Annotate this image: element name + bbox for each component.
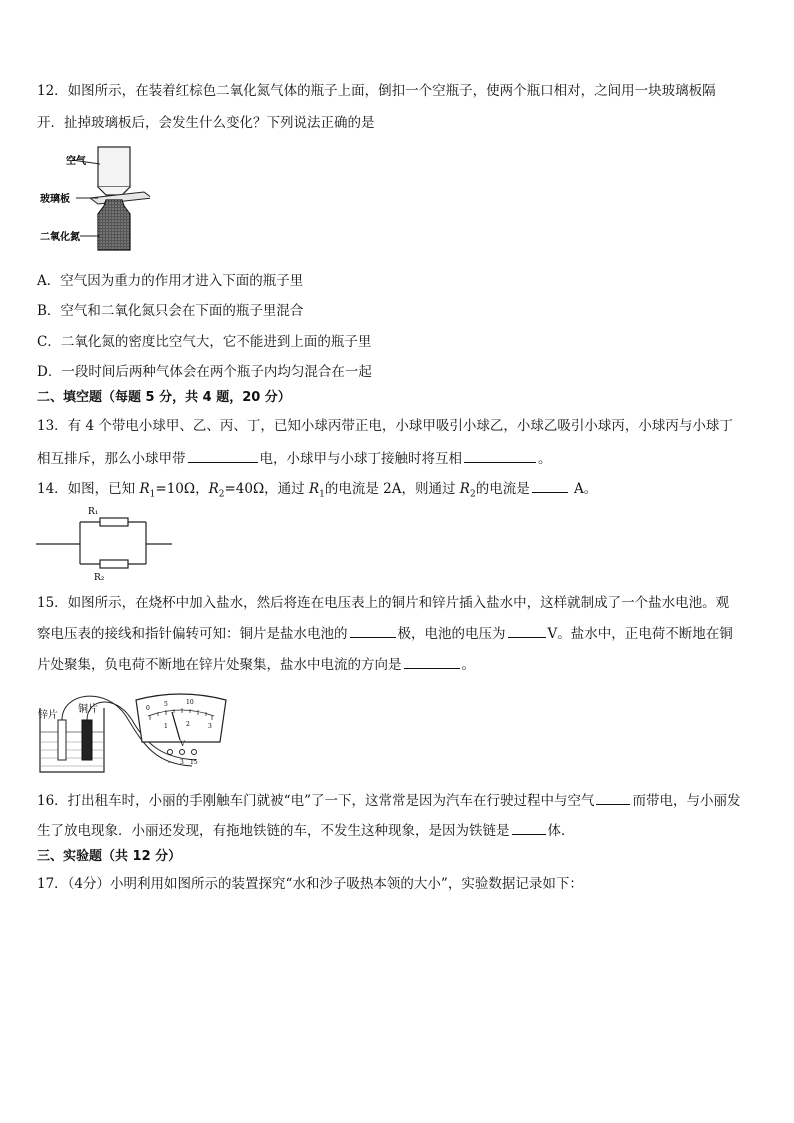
scale-0: 0	[146, 705, 150, 712]
terminal-neg	[168, 750, 173, 755]
q15-blank-3[interactable]	[404, 655, 460, 669]
q13-text-c: 。	[538, 451, 552, 467]
q12-line1: 12．如图所示，在装着红棕色二氧化氮气体的瓶子上面，倒扣一个空瓶子，使两个瓶口相对，之间用一块玻璃板隔	[37, 83, 716, 99]
resistor-r1	[100, 518, 128, 526]
q13-blank-2[interactable]	[464, 449, 536, 463]
scale-3: 3	[208, 723, 212, 730]
q15-blank-1[interactable]	[350, 624, 396, 638]
terminal-15	[192, 750, 197, 755]
q16-blank-2[interactable]	[512, 821, 546, 835]
q12-option-d: D．一段时间后两种气体会在两个瓶子内均匀混合在一起	[37, 364, 372, 380]
q14-r1-ref: R	[308, 481, 320, 497]
scale-1: 1	[164, 723, 168, 730]
salt-battery-figure	[36, 686, 236, 778]
q14-text-b: =10Ω，	[155, 481, 209, 497]
label-t2: 3	[180, 759, 184, 766]
label-v: V	[180, 740, 186, 748]
parallel-circuit-figure	[36, 504, 176, 584]
label-t1: -	[168, 759, 171, 766]
label-glass: 玻璃板	[40, 194, 70, 205]
q15-line3	[37, 655, 475, 674]
q16-text-c: 生了放电现象．小丽还发现，有拖地铁链的车，不发生这种现象，是因为铁链是	[37, 823, 510, 839]
q12-option-b: B．空气和二氧化氮只会在下面的瓶子里混合	[37, 303, 304, 319]
label-t3: 15	[190, 759, 198, 766]
top-bottle	[98, 147, 130, 187]
zinc-plate	[58, 720, 66, 760]
q14-text-c: =40Ω，通过	[224, 481, 309, 497]
q14-r1: R	[139, 481, 150, 497]
q16-text-a: 16．打出租车时，小丽的手刚触车门就被“电”了一下，这常常是因为汽车在行驶过程中与空气	[37, 793, 595, 809]
q16-line1	[37, 791, 740, 810]
q13-line1: 13．有 4 个带电小球甲、乙、丙、丁，已知小球丙带正电，小球甲吸引小球乙，小球乙吸引小球丙，小球丙与小球丁	[37, 418, 733, 434]
q14-r1-sub: 1	[149, 489, 156, 500]
voltmeter	[136, 694, 226, 742]
q15-text-e: 。	[461, 657, 475, 673]
label-r1: R₁	[88, 507, 99, 517]
q14-text-a: 14．如图，已知	[37, 481, 140, 497]
section-2-heading: 二、填空题（每题 5 分，共 4 题，20 分）	[37, 390, 291, 405]
q15-line2	[37, 624, 733, 643]
q14-r1-ref-sub: 1	[319, 489, 325, 500]
q16-text-d: 体．	[547, 823, 575, 839]
q12-option-a: A．空气因为重力的作用才进入下面的瓶子里	[37, 273, 304, 289]
label-copper: 铜片	[78, 704, 98, 715]
label-no2: 二氧化氮	[40, 232, 80, 243]
scale-2: 2	[186, 721, 190, 728]
q15-text-c: V。盐水中，正电荷不断地在铜	[547, 626, 733, 642]
label-zinc: 锌片	[38, 710, 58, 721]
q16-text-b: 而带电，与小丽发	[632, 793, 741, 809]
scale-5: 5	[164, 701, 168, 708]
q12-option-c: C．二氧化氮的密度比空气大，它不能进到上面的瓶子里	[37, 334, 372, 350]
q15-blank-2[interactable]	[508, 624, 546, 638]
scale-10: 10	[186, 699, 194, 706]
q14-r2-ref: R	[459, 481, 470, 497]
q14-text-e: 的电流是	[475, 481, 530, 497]
q15-line1: 15．如图所示，在烧杯中加入盐水，然后将连在电压表上的铜片和锌片插入盐水中，这样就制成了一个盐水电池。观	[37, 595, 730, 611]
q17-line: 17．（4分）小明利用如图所示的装置探究“水和沙子吸热本领的大小”，实验数据记录如下：	[37, 876, 583, 892]
q15-text-b: 极，电池的电压为	[397, 626, 506, 642]
q14-text-d: 的电流是 2A，则通过	[324, 481, 460, 497]
q14-r2: R	[208, 481, 219, 497]
bottles-figure	[40, 142, 150, 254]
section-3-heading: 三、实验题（共 12 分）	[37, 849, 182, 864]
q16-blank-1[interactable]	[596, 791, 630, 805]
label-r2: R₂	[94, 573, 105, 583]
q12-line2: 开．扯掉玻璃板后，会发生什么变化？下列说法正确的是	[37, 115, 375, 131]
q14-blank[interactable]	[532, 479, 568, 493]
q14-text-f: A。	[569, 481, 598, 497]
copper-plate	[82, 720, 92, 760]
q13-text-a: 相互排斥，那么小球甲带	[37, 451, 186, 467]
q15-text-d: 片处聚集，负电荷不断地在锌片处聚集，盐水中电流的方向是	[37, 657, 402, 673]
label-air: 空气	[66, 156, 86, 167]
q15-text-a: 察电压表的接线和指针偏转可知：铜片是盐水电池的	[37, 626, 348, 642]
q14-r2-ref-sub: 2	[469, 489, 476, 500]
resistor-r2	[100, 560, 128, 568]
q13-text-b: 电，小球甲与小球丁接触时将互相	[259, 451, 462, 467]
terminal-3	[180, 750, 185, 755]
q16-line2	[37, 821, 575, 840]
q13-blank-1[interactable]	[188, 449, 258, 463]
q14-r2-sub: 2	[218, 489, 225, 500]
q13-line2	[37, 449, 552, 468]
q14-line	[37, 479, 597, 504]
